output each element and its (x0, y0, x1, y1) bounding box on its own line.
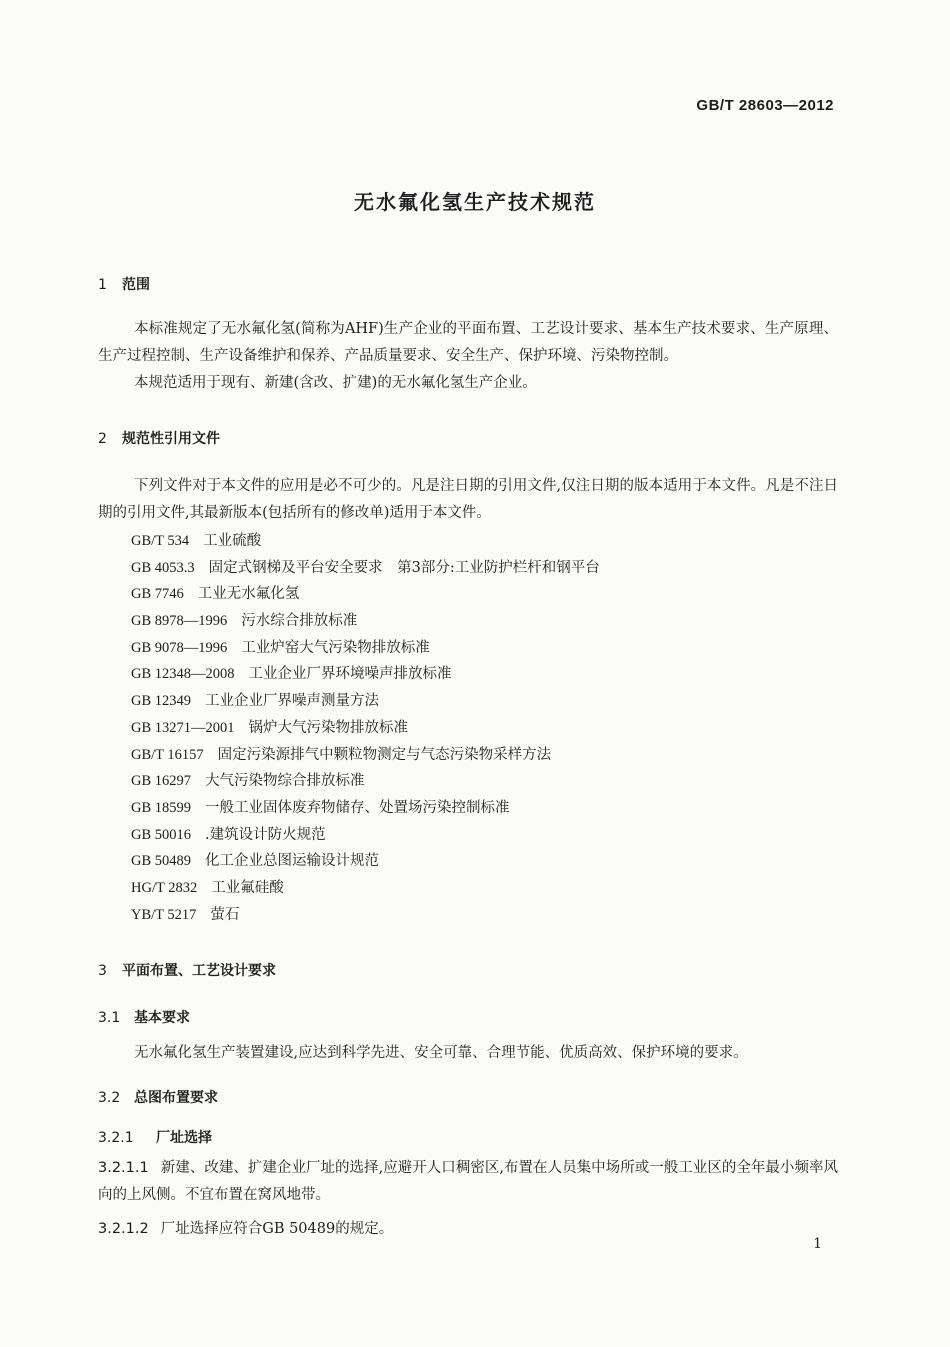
reference-name: 工业氟硅酸 (211, 879, 284, 896)
reference-code: GB 50489 (131, 853, 192, 870)
reference-code: GB 50016 (131, 826, 192, 843)
section-title: 总图布置要求 (134, 1090, 218, 1106)
reference-item (131, 742, 600, 769)
reference-item (131, 528, 600, 555)
section-number: 3 (98, 963, 107, 979)
reference-name: 固定式钢梯及平台安全要求 第3部分:工业防护栏杆和钢平台 (208, 559, 600, 576)
clause-text: 新建、改建、扩建企业厂址的选择,应避开人口稠密区,布置在人员集中场所或一般工业区的全年最小频率风向的上风侧。不宜布置在窝风地带。 (98, 1160, 838, 1203)
reference-item (131, 635, 600, 662)
reference-code: GB 9078—1996 (131, 639, 228, 656)
section-number: 3.2 (98, 1090, 121, 1106)
section-1-heading (98, 274, 150, 294)
reference-name: 化工企业总图运输设计规范 (205, 853, 380, 870)
section-title: 基本要求 (134, 1010, 190, 1026)
section-3-heading (98, 960, 276, 980)
reference-name: 工业硫酸 (203, 533, 262, 549)
section-title: 规范性引用文件 (122, 431, 220, 447)
section-1-paragraph-1: 本标准规定了无水氟化氢(简称为AHF)生产企业的平面布置、工艺设计要求、基本生产技术要求、生产原理、生产过程控制、生产设备维护和保养、产品质量要求、安全生产、保护环境、污染物控制。 (98, 321, 838, 364)
reference-name: 工业无水氟化氢 (197, 586, 300, 603)
section-number: 3.2.1 (98, 1130, 134, 1146)
section-3-2-heading (98, 1087, 218, 1107)
clause-number: 3.2.1.2 (98, 1221, 149, 1237)
section-number: 1 (98, 277, 107, 293)
reference-item (131, 715, 600, 742)
reference-code: GB 13271—2001 (131, 719, 235, 736)
reference-name: 大气污染物综合排放标准 (205, 773, 365, 790)
reference-item (131, 608, 600, 635)
document-title: 无水氟化氢生产技术规范 (354, 190, 596, 214)
section-number: 3.1 (98, 1010, 121, 1026)
reference-item (131, 661, 600, 688)
reference-item (131, 902, 600, 929)
clause-3-2-1-2 (98, 1216, 838, 1243)
standard-code: GB/T 28603—2012 (696, 97, 834, 114)
section-3-1-heading (98, 1007, 190, 1027)
reference-code: GB 4053.3 (131, 559, 195, 576)
reference-name: 固定污染源排气中颗粒物测定与气态污染物采样方法 (217, 746, 552, 763)
reference-name: 工业企业厂界噪声测量方法 (205, 693, 380, 710)
reference-name: 萤石 (210, 906, 240, 923)
reference-name: 锅炉大气污染物排放标准 (248, 719, 409, 736)
reference-name: .建筑设计防火规范 (205, 826, 326, 843)
reference-item (131, 848, 600, 875)
reference-code: GB 12348—2008 (131, 666, 235, 683)
reference-name: 工业炉窑大气污染物排放标准 (241, 639, 430, 656)
reference-name: 工业企业厂界环境噪声排放标准 (248, 666, 452, 683)
clause-text: 厂址选择应符合GB 50489的规定。 (160, 1221, 394, 1237)
reference-name: 污水综合排放标准 (241, 613, 358, 630)
reference-code: GB 8978—1996 (131, 613, 228, 630)
section-title: 平面布置、工艺设计要求 (122, 963, 276, 979)
reference-code: GB 12349 (131, 693, 192, 710)
reference-name: 一般工业固体废弃物储存、处置场污染控制标准 (205, 799, 510, 816)
section-2-heading (98, 428, 220, 448)
section-number: 2 (98, 431, 107, 447)
section-3-2-1-heading (98, 1127, 212, 1147)
reference-item (131, 795, 600, 822)
section-2-paragraph-1: 下列文件对于本文件的应用是必不可少的。凡是注日期的引用文件,仅注日期的版本适用于本文件。凡是不注日期的引用文件,其最新版本(包括所有的修改单)适用于本文件。 (98, 478, 838, 521)
section-3-1-paragraph: 无水氟化氢生产装置建设,应达到科学先进、安全可靠、合理节能、优质高效、保护环境的要求。 (134, 1045, 748, 1061)
reference-code: GB 18599 (131, 799, 192, 816)
section-title: 范围 (122, 277, 150, 293)
reference-item (131, 581, 600, 608)
reference-item (131, 768, 600, 795)
reference-code: HG/T 2832 (131, 879, 198, 896)
section-1-paragraph-2: 本规范适用于现有、新建(含改、扩建)的无水氟化氢生产企业。 (134, 375, 537, 391)
normative-references-list (131, 528, 600, 928)
reference-code: YB/T 5217 (131, 906, 197, 923)
reference-item (131, 875, 600, 902)
reference-item (131, 822, 600, 849)
page-number: 1 (813, 1236, 822, 1252)
reference-code: GB/T 534 (131, 533, 190, 549)
clause-number: 3.2.1.1 (98, 1160, 149, 1176)
reference-item (131, 555, 600, 582)
reference-code: GB 16297 (131, 773, 192, 790)
reference-code: GB 7746 (131, 586, 184, 603)
section-title: 厂址选择 (156, 1130, 212, 1146)
reference-item (131, 688, 600, 715)
reference-code: GB/T 16157 (131, 746, 204, 763)
clause-3-2-1-1 (98, 1155, 838, 1209)
